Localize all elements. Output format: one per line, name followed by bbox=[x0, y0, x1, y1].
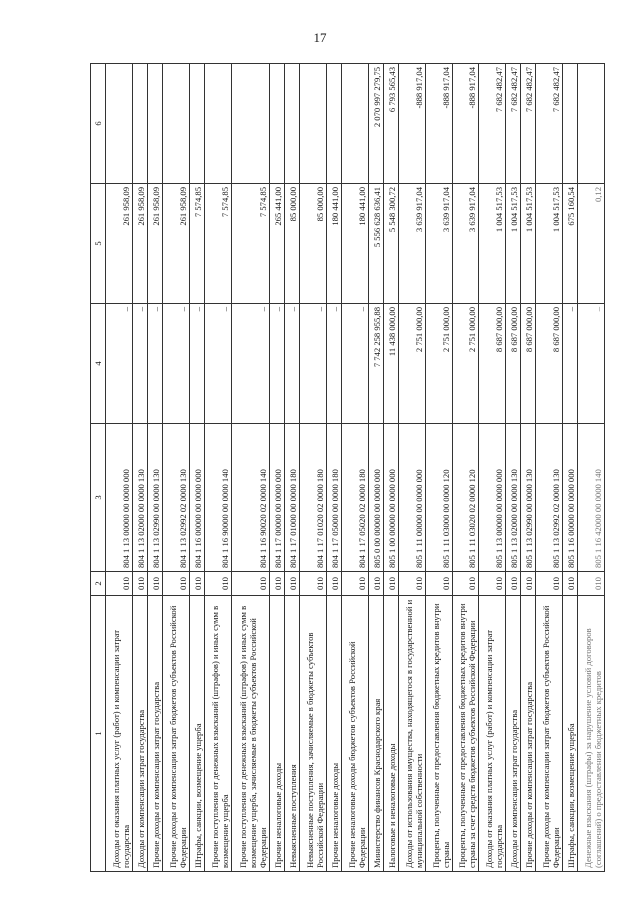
table-row bbox=[231, 64, 269, 872]
table-row bbox=[162, 64, 189, 872]
rotated-table-container bbox=[90, 64, 605, 872]
row-remaining-cell bbox=[562, 64, 577, 184]
row-line-code-cell: 010 bbox=[132, 572, 147, 596]
row-remaining-cell bbox=[285, 64, 300, 184]
row-name-cell: Министерство финансов Краснодарского края bbox=[368, 596, 383, 872]
row-approved-cell: – bbox=[342, 304, 369, 424]
table-row bbox=[536, 64, 563, 872]
row-executed-cell: 180 441,00 bbox=[342, 184, 369, 304]
row-line-code-cell: 010 bbox=[231, 572, 269, 596]
row-approved-cell: – bbox=[578, 304, 605, 424]
row-executed-cell: 7 574,85 bbox=[204, 184, 231, 304]
row-budget-code-cell: 805 1 11 00000 00 0000 000 bbox=[399, 424, 426, 572]
row-approved-cell: 8 687 000,00 bbox=[506, 304, 521, 424]
row-line-code-cell: 010 bbox=[326, 572, 341, 596]
row-budget-code-cell: 804 1 16 90000 00 0000 140 bbox=[204, 424, 231, 572]
table-row bbox=[106, 64, 133, 872]
table-row bbox=[452, 64, 479, 872]
row-remaining-cell: 6 793 565,43 bbox=[383, 64, 398, 184]
row-line-code-cell: 010 bbox=[368, 572, 383, 596]
table-row bbox=[147, 64, 162, 872]
row-remaining-cell: 7 682 482,47 bbox=[521, 64, 536, 184]
row-executed-cell: 7 574,85 bbox=[231, 184, 269, 304]
row-budget-code-cell: 804 1 16 90020 02 0000 140 bbox=[231, 424, 269, 572]
row-name-cell: Прочие неналоговые доходы bbox=[326, 596, 341, 872]
row-remaining-cell: -888 917,04 bbox=[452, 64, 479, 184]
table-row bbox=[578, 64, 605, 872]
row-remaining-cell bbox=[326, 64, 341, 184]
table-row bbox=[300, 64, 327, 872]
row-approved-cell: – bbox=[132, 304, 147, 424]
row-budget-code-cell: 805 1 13 02990 00 0000 130 bbox=[521, 424, 536, 572]
row-line-code-cell: 010 bbox=[269, 572, 284, 596]
table-row bbox=[326, 64, 341, 872]
row-remaining-cell bbox=[300, 64, 327, 184]
row-name-cell: Прочие доходы от компенсации затрат государства bbox=[521, 596, 536, 872]
column-header: 4 bbox=[91, 304, 106, 424]
row-executed-cell: 1 004 517,53 bbox=[536, 184, 563, 304]
row-name-cell: Прочие неналоговые доходы бюджетов субъектов Российской Федерации bbox=[342, 596, 369, 872]
row-approved-cell: 8 687 000,00 bbox=[479, 304, 506, 424]
row-budget-code-cell: 805 0 00 00000 00 0000 000 bbox=[368, 424, 383, 572]
row-executed-cell: 261 958,09 bbox=[162, 184, 189, 304]
row-budget-code-cell: 804 1 13 02992 02 0000 130 bbox=[162, 424, 189, 572]
row-budget-code-cell: 805 1 13 02000 00 0000 130 bbox=[506, 424, 521, 572]
row-approved-cell: – bbox=[269, 304, 284, 424]
row-approved-cell: – bbox=[285, 304, 300, 424]
row-executed-cell: 1 004 517,53 bbox=[506, 184, 521, 304]
row-budget-code-cell: 804 1 17 05020 02 0000 180 bbox=[342, 424, 369, 572]
row-remaining-cell bbox=[189, 64, 204, 184]
row-budget-code-cell: 805 1 00 00000 00 0000 000 bbox=[383, 424, 398, 572]
row-approved-cell: 2 751 000,00 bbox=[425, 304, 452, 424]
column-header: 3 bbox=[91, 424, 106, 572]
row-line-code-cell: 010 bbox=[452, 572, 479, 596]
column-header: 2 bbox=[91, 572, 106, 596]
row-remaining-cell: 7 682 482,47 bbox=[536, 64, 563, 184]
table-row bbox=[521, 64, 536, 872]
row-remaining-cell bbox=[578, 64, 605, 184]
row-budget-code-cell: 805 1 13 00000 00 0000 000 bbox=[479, 424, 506, 572]
row-executed-cell: 261 958,09 bbox=[147, 184, 162, 304]
row-line-code-cell: 010 bbox=[106, 572, 133, 596]
row-executed-cell: 1 004 517,53 bbox=[521, 184, 536, 304]
row-executed-cell: 7 574,85 bbox=[189, 184, 204, 304]
row-name-cell: Доходы от использования имущества, находящегося в государственной и муниципальной собственности bbox=[399, 596, 426, 872]
row-approved-cell: – bbox=[231, 304, 269, 424]
row-budget-code-cell: 805 1 16 00000 00 0000 000 bbox=[562, 424, 577, 572]
row-line-code-cell: 010 bbox=[479, 572, 506, 596]
row-approved-cell: 11 438 000,00 bbox=[383, 304, 398, 424]
row-executed-cell: 0,12 bbox=[578, 184, 605, 304]
row-approved-cell: 2 751 000,00 bbox=[399, 304, 426, 424]
row-line-code-cell: 010 bbox=[285, 572, 300, 596]
row-approved-cell: – bbox=[300, 304, 327, 424]
table-row bbox=[132, 64, 147, 872]
table-row bbox=[506, 64, 521, 872]
table-row bbox=[399, 64, 426, 872]
table-row bbox=[562, 64, 577, 872]
row-line-code-cell: 010 bbox=[578, 572, 605, 596]
row-name-cell: Денежные взыскания (штрафы) за нарушение условий договоров (соглашений) о предоставлении бюджетных кредитов bbox=[578, 596, 605, 872]
row-executed-cell: 261 958,09 bbox=[132, 184, 147, 304]
row-line-code-cell: 010 bbox=[506, 572, 521, 596]
row-name-cell: Прочие поступления от денежных взысканий (штрафов) и иных сумм в возмещение ущерба, зачисляемые в бюджеты субъектов Российской Федерации bbox=[231, 596, 269, 872]
row-remaining-cell: -888 917,04 bbox=[399, 64, 426, 184]
row-name-cell: Доходы от компенсации затрат государства bbox=[132, 596, 147, 872]
row-name-cell: Проценты, полученные от предоставления бюджетных кредитов внутри страны bbox=[425, 596, 452, 872]
column-header: 6 bbox=[91, 64, 106, 184]
row-line-code-cell: 010 bbox=[521, 572, 536, 596]
row-budget-code-cell: 804 1 16 00000 00 0000 000 bbox=[189, 424, 204, 572]
row-remaining-cell: 7 682 482,47 bbox=[506, 64, 521, 184]
row-name-cell: Штрафы, санкции, возмещение ущерба bbox=[562, 596, 577, 872]
row-budget-code-cell: 805 1 11 03000 00 0000 120 bbox=[425, 424, 452, 572]
row-line-code-cell: 010 bbox=[162, 572, 189, 596]
row-name-cell: Прочие доходы от компенсации затрат бюджетов субъектов Российской Федерации bbox=[162, 596, 189, 872]
row-approved-cell: 8 687 000,00 bbox=[536, 304, 563, 424]
row-remaining-cell bbox=[162, 64, 189, 184]
row-approved-cell: – bbox=[106, 304, 133, 424]
row-remaining-cell bbox=[106, 64, 133, 184]
row-budget-code-cell: 804 1 13 00000 00 0000 000 bbox=[106, 424, 133, 572]
page-number: 17 bbox=[313, 30, 327, 45]
column-header: 5 bbox=[91, 184, 106, 304]
row-budget-code-cell: 804 1 17 05000 00 0000 180 bbox=[326, 424, 341, 572]
row-name-cell: Невыясненные поступления bbox=[285, 596, 300, 872]
row-remaining-cell: 7 682 482,47 bbox=[479, 64, 506, 184]
row-approved-cell: – bbox=[189, 304, 204, 424]
row-line-code-cell: 010 bbox=[399, 572, 426, 596]
row-line-code-cell: 010 bbox=[562, 572, 577, 596]
row-budget-code-cell: 805 1 13 02992 02 0000 130 bbox=[536, 424, 563, 572]
table-row bbox=[479, 64, 506, 872]
row-executed-cell: 3 639 917,04 bbox=[425, 184, 452, 304]
row-budget-code-cell: 804 1 17 01000 00 0000 180 bbox=[285, 424, 300, 572]
row-approved-cell: 8 687 000,00 bbox=[521, 304, 536, 424]
row-line-code-cell: 010 bbox=[383, 572, 398, 596]
row-name-cell: Прочие доходы от компенсации затрат бюджетов субъектов Российской Федерации bbox=[536, 596, 563, 872]
row-approved-cell: – bbox=[326, 304, 341, 424]
row-remaining-cell bbox=[269, 64, 284, 184]
table-row bbox=[368, 64, 383, 872]
row-name-cell: Доходы от оказания платных услуг (работ) и компенсации затрат государства bbox=[106, 596, 133, 872]
row-name-cell: Прочие неналоговые доходы bbox=[269, 596, 284, 872]
row-executed-cell: 675 160,54 bbox=[562, 184, 577, 304]
row-executed-cell: 1 004 517,53 bbox=[479, 184, 506, 304]
row-line-code-cell: 010 bbox=[147, 572, 162, 596]
row-budget-code-cell: 804 1 13 02990 00 0000 130 bbox=[147, 424, 162, 572]
row-remaining-cell bbox=[342, 64, 369, 184]
row-line-code-cell: 010 bbox=[425, 572, 452, 596]
row-approved-cell: – bbox=[204, 304, 231, 424]
row-remaining-cell bbox=[132, 64, 147, 184]
table-body bbox=[106, 64, 605, 872]
row-approved-cell: – bbox=[147, 304, 162, 424]
row-remaining-cell: 2 070 997 279,75 bbox=[368, 64, 383, 184]
row-approved-cell: 2 751 000,00 bbox=[452, 304, 479, 424]
row-executed-cell: 85 000,00 bbox=[300, 184, 327, 304]
row-remaining-cell bbox=[231, 64, 269, 184]
row-budget-code-cell: 804 1 13 02000 00 0000 130 bbox=[132, 424, 147, 572]
table-row bbox=[269, 64, 284, 872]
row-name-cell: Прочие доходы от компенсации затрат государства bbox=[147, 596, 162, 872]
header-row bbox=[91, 64, 106, 872]
row-remaining-cell bbox=[147, 64, 162, 184]
row-name-cell: Доходы от оказания платных услуг (работ) и компенсации затрат государства bbox=[479, 596, 506, 872]
row-budget-code-cell: 804 1 17 01020 02 0000 180 bbox=[300, 424, 327, 572]
row-approved-cell: – bbox=[562, 304, 577, 424]
table-row bbox=[425, 64, 452, 872]
row-name-cell: Прочие поступления от денежных взысканий (штрафов) и иных сумм в возмещение ущерба bbox=[204, 596, 231, 872]
row-approved-cell: – bbox=[162, 304, 189, 424]
table-row bbox=[204, 64, 231, 872]
row-budget-code-cell: 804 1 17 00000 00 0000 000 bbox=[269, 424, 284, 572]
row-line-code-cell: 010 bbox=[300, 572, 327, 596]
row-line-code-cell: 010 bbox=[342, 572, 369, 596]
row-executed-cell: 5 556 628 636,41 bbox=[368, 184, 383, 304]
row-name-cell: Штрафы, санкции, возмещение ущерба bbox=[189, 596, 204, 872]
row-executed-cell: 265 441,00 bbox=[269, 184, 284, 304]
table-row bbox=[342, 64, 369, 872]
row-name-cell: Невыясненные поступления, зачисляемые в бюджеты субъектов Российской Федерации bbox=[300, 596, 327, 872]
revenue-table bbox=[90, 63, 605, 872]
row-name-cell: Проценты, полученные от предоставления бюджетных кредитов внутри страны за счет средств бюджетов субъектов Российской Федерации bbox=[452, 596, 479, 872]
row-name-cell: Доходы от компенсации затрат государства bbox=[506, 596, 521, 872]
row-approved-cell: 7 742 258 955,88 bbox=[368, 304, 383, 424]
row-remaining-cell bbox=[204, 64, 231, 184]
row-executed-cell: 180 441,00 bbox=[326, 184, 341, 304]
row-executed-cell: 5 548 300,72 bbox=[383, 184, 398, 304]
row-executed-cell: 261 958,09 bbox=[106, 184, 133, 304]
table-row bbox=[383, 64, 398, 872]
row-executed-cell: 3 639 917,04 bbox=[399, 184, 426, 304]
row-executed-cell: 85 000,00 bbox=[285, 184, 300, 304]
row-line-code-cell: 010 bbox=[189, 572, 204, 596]
row-line-code-cell: 010 bbox=[204, 572, 231, 596]
row-executed-cell: 3 639 917,04 bbox=[452, 184, 479, 304]
row-budget-code-cell: 805 1 11 03020 02 0000 120 bbox=[452, 424, 479, 572]
row-budget-code-cell: 805 1 16 42000 00 0000 140 bbox=[578, 424, 605, 572]
row-line-code-cell: 010 bbox=[536, 572, 563, 596]
column-header: 1 bbox=[91, 596, 106, 872]
row-name-cell: Налоговые и неналоговые доходы bbox=[383, 596, 398, 872]
table-row bbox=[285, 64, 300, 872]
row-remaining-cell: -888 917,04 bbox=[425, 64, 452, 184]
table-row bbox=[189, 64, 204, 872]
